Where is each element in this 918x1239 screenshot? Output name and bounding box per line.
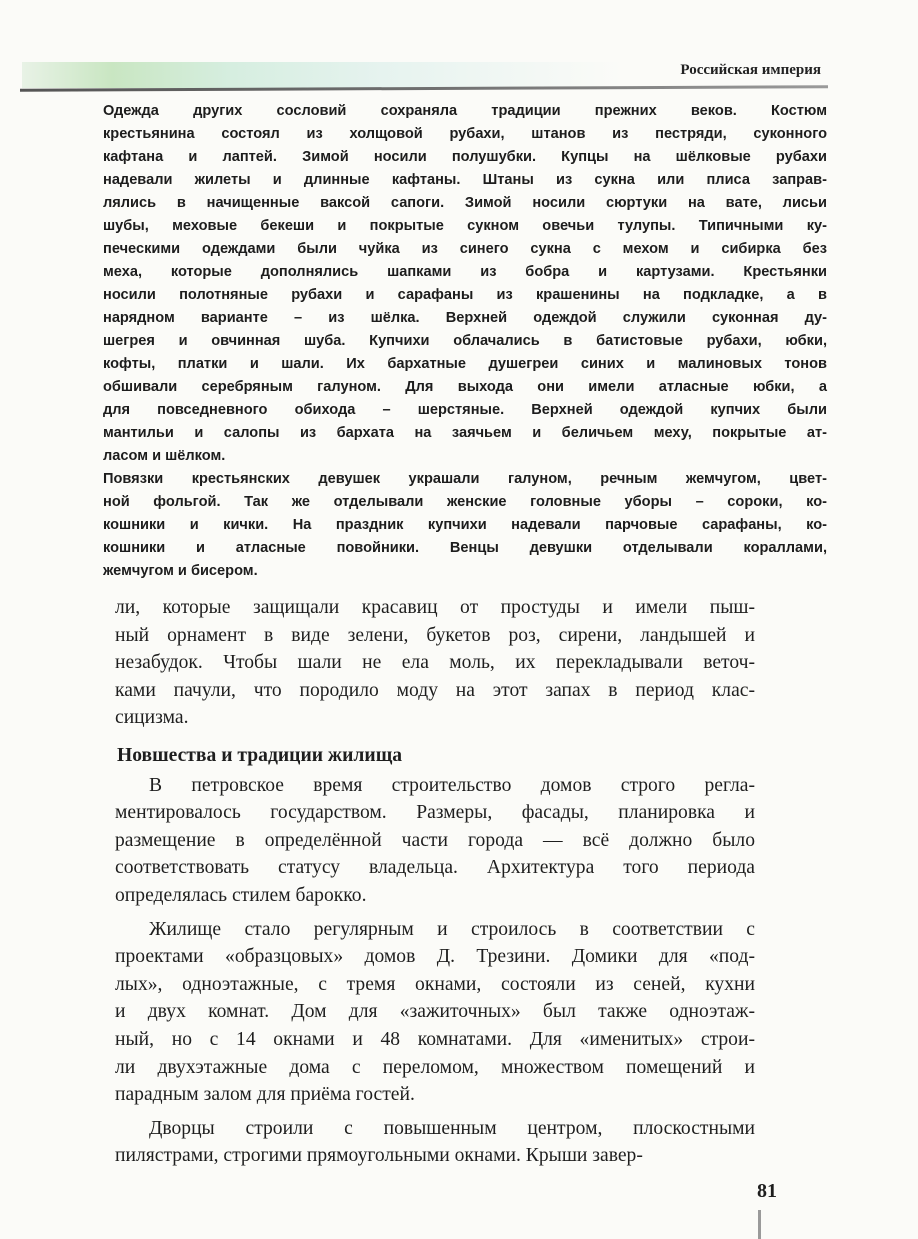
text-line: определялась стилем барокко. (115, 884, 367, 906)
text-line: В петровское время строительство домов строго регла- (149, 774, 755, 796)
inset-paragraph (103, 100, 827, 468)
text-line: надевали жилеты и длинные кафтаны. Штаны из сукна или плиса заправ- (103, 172, 827, 188)
text-line: незабудок. Чтобы шали не ела моль, их перекладывали веточ- (115, 652, 755, 674)
text-line: размещение в определённой части города — всё должно было (115, 829, 755, 851)
text-line: Жилище стало регулярным и строилось в соответствии с (149, 918, 755, 940)
text-line: и двух комнат. Дом для «зажиточных» был также одноэтаж- (115, 1001, 755, 1023)
text-line: для повседневного обихода – шерстяные. Верхней одеждой купчих были (103, 402, 827, 418)
section-heading: Новшества и традиции жилища (117, 744, 403, 766)
text-line: пилястрами, строгими прямоугольными окнами. Крыши завер- (115, 1145, 643, 1167)
sidebar-inset-text (103, 100, 827, 583)
text-line: лых», одноэтажные, с тремя окнами, состояли из сеней, кухни (115, 973, 755, 995)
text-line: нарядном варианте – из шёлка. Верхней одеждой служили суконная ду- (103, 310, 827, 326)
text-line: обшивали серебряным галуном. Для выхода они имели атласные юбки, а (103, 379, 827, 395)
main-text (115, 594, 755, 1170)
text-line: ками пачули, что породило моду на этот запах в период клас- (115, 679, 755, 701)
text-line: шубы, меховые бекеши и покрытые сукном овечьи тулупы. Типичными ку- (103, 218, 827, 234)
text-line: крестьянина состоял из холщовой рубахи, штанов из пестряди, суконного (103, 126, 827, 142)
text-line: меха, которые дополнялись шапками из бобра и картузами. Крестьянки (103, 264, 827, 280)
text-line: Дворцы строили с повышенным центром, плоскостными (149, 1117, 755, 1139)
text-line: жемчугом и бисером. (103, 563, 258, 579)
text-line: лялись в начищенные ваксой сапоги. Зимой носили сюртуки на вате, лисьи (103, 195, 827, 211)
text-line: носили полотняные рубахи и сарафаны из крашенины на подкладке, а в (103, 287, 827, 303)
body-paragraph (115, 916, 755, 1109)
text-line: кошники и кички. На праздник купчихи надевали парчовые сарафаны, ко- (103, 517, 827, 533)
body-paragraph (115, 772, 755, 910)
text-line: сицизма. (115, 707, 189, 729)
text-line: печескими одеждами были чуйка из синего сукна с мехом и сибирка без (103, 241, 827, 257)
text-line: ный, но с 14 окнами и 48 комнатами. Для «именитых» строи- (115, 1028, 755, 1050)
text-line: парадным залом для приёма гостей. (115, 1084, 415, 1106)
text-line: ной фольгой. Так же отделывали женские головные уборы – сороки, ко- (103, 494, 827, 510)
body-paragraph (115, 1115, 755, 1170)
text-line: ный орнамент в виде зелени, букетов роз, сирени, ландышей и (115, 624, 755, 646)
text-line: шегрея и овчинная шуба. Купчихи облачались в батистовые рубахи, юбки, (103, 333, 827, 349)
text-line: ласом и шёлком. (103, 448, 226, 464)
inset-paragraph (103, 468, 827, 583)
page-number: 81 (757, 1180, 777, 1202)
text-line: соответствовать статусу владельца. Архитектура того периода (115, 857, 755, 879)
text-line: мантильи и салопы из бархата на заячьем и беличьем меху, покрытые ат- (103, 425, 827, 441)
text-line: ментировалось государством. Размеры, фасады, планировка и (115, 802, 755, 824)
continuation-paragraph (115, 594, 755, 732)
text-line: проектами «образцовых» домов Д. Трезини. Домики для «под- (115, 946, 755, 968)
text-line: Повязки крестьянских девушек украшали галуном, речным жемчугом, цвет- (103, 471, 827, 487)
text-line: кафтана и лаптей. Зимой носили полушубки. Купцы на шёлковые рубахи (103, 149, 827, 165)
text-line: кофты, платки и шали. Их бархатные душегреи синих и малиновых тонов (103, 356, 827, 372)
text-line: ли двухэтажные дома с переломом, множеством помещений и (115, 1056, 755, 1078)
text-line: Одежда других сословий сохраняла традиции прежних веков. Костюм (103, 103, 827, 119)
text-line: кошники и атласные повойники. Венцы девушки отделывали кораллами, (103, 540, 827, 556)
page-edge (758, 1210, 761, 1239)
text-line: ли, которые защищали красавиц от простуды и имели пыш- (115, 597, 755, 618)
running-title: Российская империя (680, 62, 821, 78)
header-decorative-band (22, 62, 622, 88)
